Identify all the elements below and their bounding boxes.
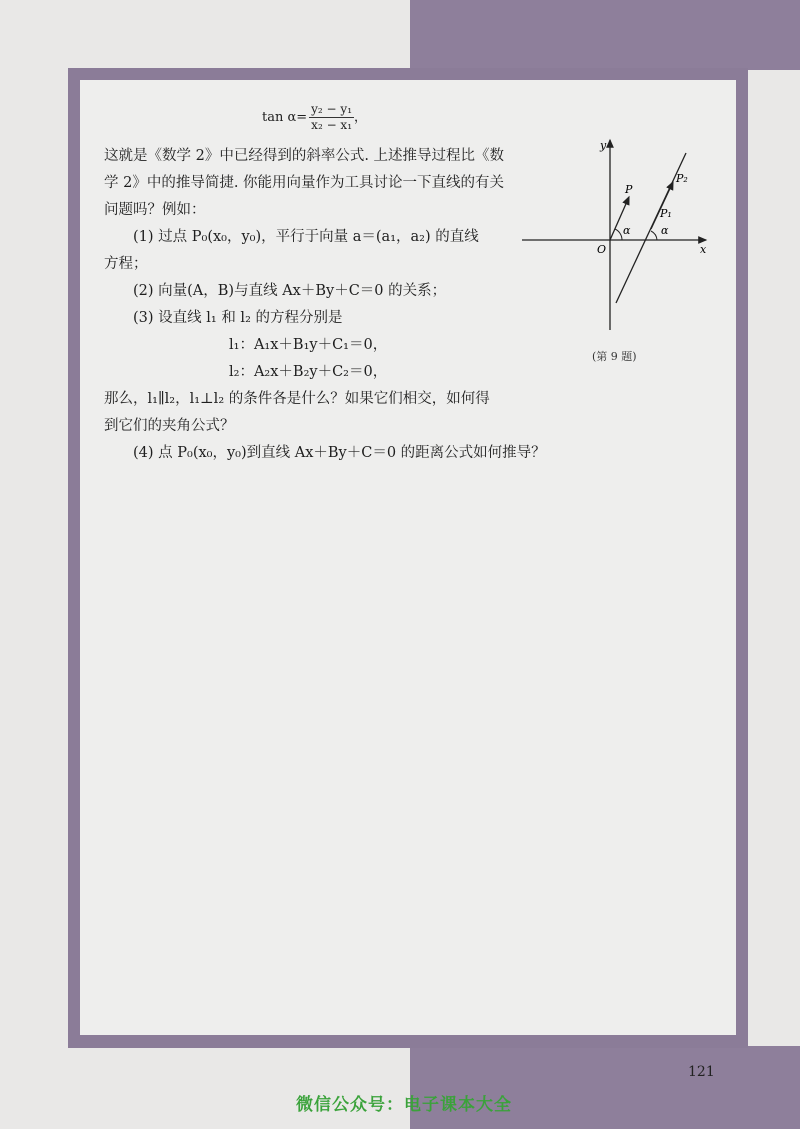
formula-tail: ， — [354, 110, 368, 125]
formula-fraction — [309, 102, 354, 133]
angle-arc-2 — [651, 231, 657, 240]
formula-numerator: y₂ − y₁ — [311, 102, 353, 116]
item-2: (2) 向量(A，B)与直线 Ax＋By＋C＝0 的关系； — [133, 283, 447, 299]
item-1-line-1: (1) 过点 P₀(x₀，y₀)，平行于向量 a＝(a₁，a₂) 的直线 — [133, 229, 479, 245]
paragraph-line-3: 问题吗？例如： — [104, 202, 206, 218]
figure-9-diagram — [520, 135, 720, 335]
decor-band-top — [410, 0, 800, 70]
label-p: P — [625, 183, 633, 196]
paragraph-line-2: 学 2》中的推导简捷. 你能用向量作为工具讨论一下直线的有关 — [104, 175, 505, 191]
item-1-line-2: 方程； — [104, 256, 148, 272]
label-o: O — [597, 243, 607, 256]
label-alpha-1: α — [623, 224, 631, 237]
footer-watermark-text: 微信公众号：电子课本大全 — [296, 1095, 512, 1115]
label-y: y — [600, 139, 607, 152]
equation-l2: l₂：A₂x＋B₂y＋C₂＝0， — [229, 364, 388, 380]
body-text — [104, 143, 546, 467]
angle-arc-1 — [615, 229, 622, 240]
item-3: (3) 设直线 l₁ 和 l₂ 的方程分别是 — [133, 310, 343, 326]
slope-formula — [262, 102, 367, 133]
label-p1: P₁ — [660, 207, 672, 220]
label-p2: P₂ — [676, 172, 688, 185]
item-3-question-1: 那么，l₁∥l₂，l₁⊥l₂ 的条件各是什么？如果它们相交，如何得 — [104, 391, 490, 407]
formula-denominator: x₂ − x₁ — [311, 118, 353, 132]
formula-lhs: tan α= — [262, 110, 308, 125]
decor-band-bottom — [410, 1046, 800, 1129]
page-number: 121 — [688, 1064, 715, 1080]
item-4: (4) 点 P₀(x₀，y₀)到直线 Ax＋By＋C＝0 的距离公式如何推导？ — [133, 445, 546, 461]
figure-caption: (第 9 题) — [592, 350, 637, 363]
item-3-question-2: 到它们的夹角公式？ — [104, 418, 235, 434]
vector-p1p2-arrow — [651, 182, 673, 229]
paragraph-line-1: 这就是《数学 2》中已经得到的斜率公式. 上述推导过程比《数 — [104, 148, 505, 164]
label-x: x — [700, 243, 707, 256]
label-alpha-2: α — [661, 224, 669, 237]
equation-l1: l₁：A₁x＋B₁y＋C₁＝0， — [229, 337, 388, 353]
